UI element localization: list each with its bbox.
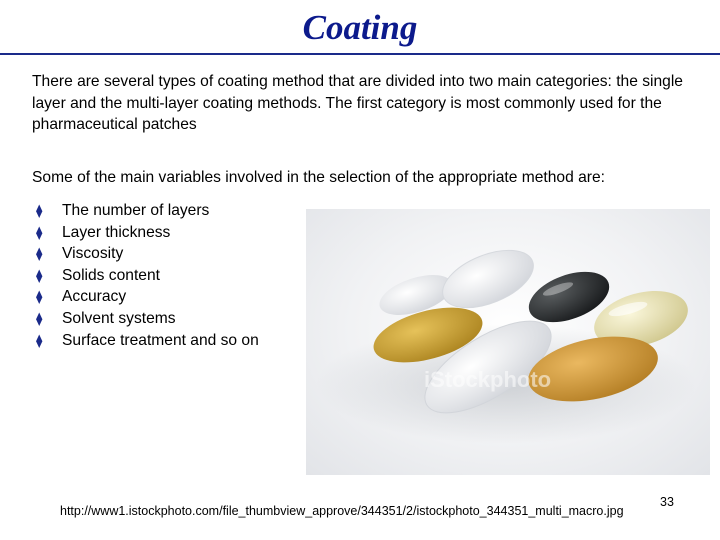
diamond-bullet-icon: ⧫ xyxy=(36,332,43,348)
list-item-text: Layer thickness xyxy=(62,223,171,241)
diamond-bullet-icon: ⧫ xyxy=(36,310,43,326)
list-item-text: Viscosity xyxy=(62,245,124,263)
title-divider xyxy=(0,53,720,55)
list-item xyxy=(36,308,259,330)
list-item xyxy=(36,330,259,352)
list-item-text: Surface treatment and so on xyxy=(62,331,259,349)
page-number: 33 xyxy=(660,495,674,509)
source-url[interactable]: http://www1.istockphoto.com/file_thumbview_approve/344351/2/istockphoto_344351_multi_macro.jpg xyxy=(60,504,624,518)
list-item xyxy=(36,286,259,308)
list-item xyxy=(36,243,259,265)
list-item xyxy=(36,200,259,222)
diamond-bullet-icon: ⧫ xyxy=(36,267,43,283)
diamond-bullet-icon: ⧫ xyxy=(36,224,43,240)
list-item xyxy=(36,265,259,287)
diamond-bullet-icon: ⧫ xyxy=(36,203,43,218)
lead-paragraph: Some of the main variables involved in the selection of the appropriate method are: xyxy=(32,169,605,186)
diamond-bullet-icon: ⧫ xyxy=(36,289,43,305)
pills-photo xyxy=(306,209,710,475)
list-item-text: Solvent systems xyxy=(62,309,176,327)
pills-illustration xyxy=(306,209,710,475)
list-item-text: Solids content xyxy=(62,266,160,284)
white-oblong-tablet xyxy=(435,239,542,319)
intro-paragraph: There are several types of coating method that are divided into two main categories: the single layer and the multi-layer coating methods. The first category is most commonly used for the pharmaceutical patches xyxy=(32,73,683,133)
list-item xyxy=(36,222,259,244)
list-item-text: The number of layers xyxy=(62,202,210,219)
list-item-text: Accuracy xyxy=(62,288,127,306)
diamond-bullet-icon: ⧫ xyxy=(36,246,43,262)
variables-list xyxy=(36,200,259,351)
slide-title: Coating xyxy=(302,8,418,47)
watermark-text: iStockphoto xyxy=(424,367,552,392)
